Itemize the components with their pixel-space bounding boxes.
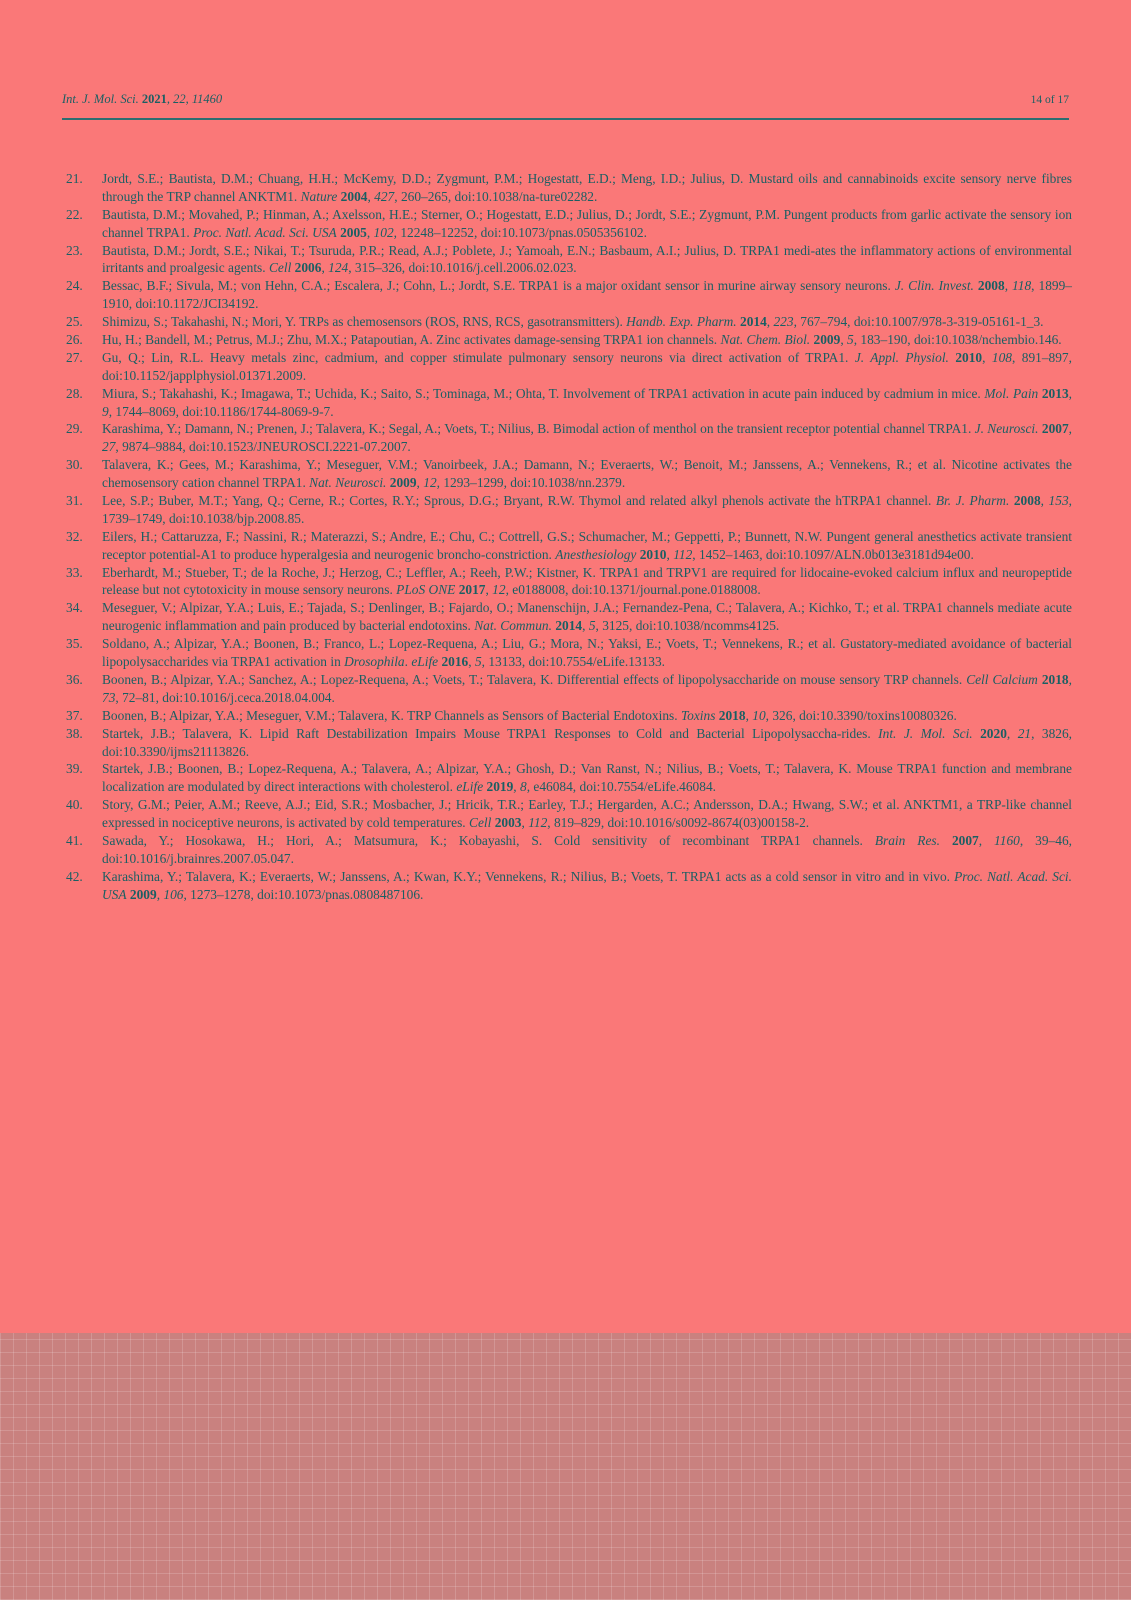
reference-number: 37. [66, 707, 83, 723]
reference-item [62, 242, 1072, 278]
reference-text: Talavera, K.; Gees, M.; Karashima, Y.; Meseguer, V.M.; Vanoirbeek, J.A.; Damann, N.; Everaerts, W.; Benoit, M.; Janssens, A.; Vennekens, R.; et al. Nicotine activates the chemosensory cation channel TRPA1. Nat. Neurosci. 2009, 12, 1293–1299, doi:10.1038/nn.2379. [102, 457, 1072, 491]
journal-volume: 22 [173, 92, 186, 106]
reference-text: Soldano, A.; Alpizar, Y.A.; Boonen, B.; Franco, L.; Lopez-Requena, A.; Liu, G.; Mora, N.; Yaksi, E.; Voets, T.; Vennekens, R.; et al. Gustatory-mediated avoidance of bacterial lipopolysaccharides via TRPA1 activation in Drosophila. eLife 2016, 5, 13133, doi:10.7554/eLife.13133. [102, 636, 1072, 670]
reference-number: 32. [66, 528, 83, 544]
reference-number: 21. [66, 171, 83, 186]
reference-number: 39. [66, 761, 83, 777]
reference-item [62, 277, 1072, 313]
reference-item [62, 760, 1072, 796]
reference-text: Story, G.M.; Peier, A.M.; Reeve, A.J.; Eid, S.R.; Mosbacher, J.; Hricik, T.R.; Earley, T.J.; Hergarden, A.C.; Andersson, D.A.; Hwang, S.W.; et al. ANKTM1, a TRP-like channel expressed in nociceptive neurons, is activated by cold temperatures. Cell 2003, 112, 819–829, doi:10.1016/s0092-8674(03)00158-2. [102, 797, 1072, 831]
reference-number: 38. [66, 725, 83, 741]
reference-item [62, 420, 1072, 456]
reference-text: Karashima, Y.; Talavera, K.; Everaerts, W.; Janssens, A.; Kwan, K.Y.; Vennekens, R.; Nilius, B.; Voets, T. TRPA1 acts as a cold sensor in vitro and in vivo. Proc. Natl. Acad. Sci. USA 2009, 106, 1273–1278, doi:10.1073/pnas.0808487106. [102, 868, 1072, 902]
reference-item [62, 492, 1072, 528]
reference-number: 33. [66, 564, 83, 580]
reference-text: Jordt, S.E.; Bautista, D.M.; Chuang, H.H.; McKemy, D.D.; Zygmunt, P.M.; Hogestatt, E.D.; Meng, I.D.; Julius, D. Mustard oils and cannabinoids excite sensory nerve fibres through the TRP channel ANKTM1. Nature 2004, 427, 260–265, doi:10.1038/na-ture02282. [102, 171, 1072, 204]
reference-number: 26. [66, 332, 83, 348]
reference-text: Gu, Q.; Lin, R.L. Heavy metals zinc, cadmium, and copper stimulate pulmonary sensory neurons via direct activation of TRPA1. J. Appl. Physiol. 2010, 108, 891–897, doi:10.1152/japplphysiol.01371.2009. [102, 349, 1072, 383]
reference-text: Bautista, D.M.; Jordt, S.E.; Nikai, T.; Tsuruda, P.R.; Read, A.J.; Poblete, J.; Yamoah, E.N.; Basbaum, A.I.; Julius, D. TRPA1 medi-ates the inflammatory actions of environmental irritants and proalgesic agents. Cell 2006, 124, 315–326, doi:10.1016/j.cell.2006.02.023. [102, 242, 1072, 276]
reference-number: 25. [66, 314, 83, 330]
reference-number: 27. [66, 349, 83, 365]
reference-text: Miura, S.; Takahashi, K.; Imagawa, T.; Uchida, K.; Saito, S.; Tominaga, M.; Ohta, T. Involvement of TRPA1 activation in acute pain induced by cadmium in mice. Mol. Pain 2013, 9, 1744–8069, doi:10.1186/1744-8069-9-7. [102, 385, 1072, 419]
reference-text: Hu, H.; Bandell, M.; Petrus, M.J.; Zhu, M.X.; Patapoutian, A. Zinc activates damage-sensing TRPA1 ion channels. Nat. Chem. Biol. 2009, 5, 183–190, doi:10.1038/nchembio.146. [102, 332, 1062, 348]
reference-text: Bessac, B.F.; Sivula, M.; von Hehn, C.A.; Escalera, J.; Cohn, L.; Jordt, S.E. TRPA1 is a major oxidant sensor in murine airway sensory neurons. J. Clin. Invest. 2008, 118, 1899–1910, doi:10.1172/JCI34192. [102, 278, 1072, 312]
page-header [62, 92, 1069, 107]
reference-item [62, 635, 1072, 671]
reference-item [62, 170, 1072, 206]
reference-item [62, 599, 1072, 635]
reference-item [62, 456, 1072, 492]
journal-article-number: 11460 [191, 92, 223, 106]
reference-number: 34. [66, 600, 83, 616]
reference-number: 41. [66, 832, 83, 848]
reference-item [62, 331, 1072, 349]
reference-item [62, 671, 1072, 707]
reference-item [62, 868, 1072, 904]
reference-item [62, 206, 1072, 242]
reference-item [62, 313, 1072, 331]
reference-number: 35. [66, 636, 83, 652]
journal-name: Int. J. Mol. Sci. [62, 92, 139, 106]
reference-item [62, 832, 1072, 868]
journal-citation [62, 92, 222, 107]
reference-item [62, 385, 1072, 421]
reference-item [62, 564, 1072, 600]
reference-text: Boonen, B.; Alpizar, Y.A.; Meseguer, V.M.; Talavera, K. TRP Channels as Sensors of Bacterial Endotoxins. Toxins 2018, 10, 326, doi:10.3390/toxins10080326. [102, 707, 957, 723]
reference-number: 24. [66, 278, 83, 294]
reference-number: 30. [66, 457, 83, 473]
reference-text: Sawada, Y.; Hosokawa, H.; Hori, A.; Matsumura, K.; Kobayashi, S. Cold sensitivity of recombinant TRPA1 channels. Brain Res. 2007, 1160, 39–46, doi:10.1016/j.brainres.2007.05.047. [102, 832, 1072, 866]
reference-number: 28. [66, 385, 83, 401]
reference-text: Meseguer, V.; Alpizar, Y.A.; Luis, E.; Tajada, S.; Denlinger, B.; Fajardo, O.; Manenschijn, J.A.; Fernandez-Pena, C.; Talavera, A.; Kichko, T.; et al. TRPA1 channels mediate acute neurogenic inflammation and pain produced by bacterial endotoxins. Nat. Commun. 2014, 5, 3125, doi:10.1038/ncomms4125. [102, 600, 1072, 634]
reference-text: Bautista, D.M.; Movahed, P.; Hinman, A.; Axelsson, H.E.; Sterner, O.; Hogestatt, E.D.; Julius, D.; Jordt, S.E.; Zygmunt, P.M. Pungent products from garlic activate the sensory ion channel TRPA1. Proc. Natl. Acad. Sci. USA 2005, 102, 12248–12252, doi:10.1073/pnas.0505356102. [102, 206, 1072, 240]
page-number: 14 of 17 [1030, 94, 1069, 106]
journal-year: 2021 [141, 92, 167, 106]
reference-number: 42. [66, 868, 83, 884]
reference-number: 29. [66, 421, 83, 437]
comma-1: , [166, 92, 170, 106]
reference-number: 22. [66, 206, 83, 222]
reference-text: Eilers, H.; Cattaruzza, F.; Nassini, R.; Materazzi, S.; Andre, E.; Chu, C.; Cottrell, G.S.; Schumacher, M.; Geppetti, P.; Bunnett, N.W. Pungent general anesthetics activate transient receptor potential-A1 to produce hyperalgesia and neurogenic broncho-constriction. Anesthesiology 2010, 112, 1452–1463, doi:10.1097/ALN.0b013e3181d94e00. [102, 528, 1072, 562]
reference-number: 36. [66, 671, 83, 687]
reference-text: Eberhardt, M.; Stueber, T.; de la Roche, J.; Herzog, C.; Leffler, A.; Reeh, P.W.; Kistner, K. TRPA1 and TRPV1 are required for lidocaine-evoked calcium influx and neuropeptide release but not cytotoxicity in mouse sensory neurons. PLoS ONE 2017, 12, e0188008, doi:10.1371/journal.pone.0188008. [102, 564, 1072, 598]
reference-item [62, 725, 1072, 761]
reference-item [62, 796, 1072, 832]
reference-list [62, 170, 1072, 904]
reference-number: 31. [66, 493, 83, 509]
comma-2: , [185, 92, 189, 106]
reference-item [62, 349, 1072, 385]
reference-text: Shimizu, S.; Takahashi, N.; Mori, Y. TRPs as chemosensors (ROS, RNS, RCS, gasotransmitters). Handb. Exp. Pharm. 2014, 223, 767–794, doi:10.1007/978-3-319-05161-1_3. [102, 314, 1044, 330]
reference-text: Karashima, Y.; Damann, N.; Prenen, J.; Talavera, K.; Segal, A.; Voets, T.; Nilius, B. Bimodal action of menthol on the transient receptor potential channel TRPA1. J. Neurosci. 2007, 27, 9874–9884, doi:10.1523/JNEUROSCI.2221-07.2007. [102, 421, 1073, 455]
reference-text: Boonen, B.; Alpizar, Y.A.; Sanchez, A.; Lopez-Requena, A.; Voets, T.; Talavera, K. Differential effects of lipopolysaccharide on mouse sensory TRP channels. Cell Calcium 2018, 73, 72–81, doi:10.1016/j.ceca.2018.04.004. [102, 671, 1072, 705]
reference-number: 40. [66, 797, 83, 813]
reference-text: Startek, J.B.; Talavera, K. Lipid Raft Destabilization Impairs Mouse TRPA1 Responses to Cold and Bacterial Lipopolysaccha-rides. Int. J. Mol. Sci. 2020, 21, 3826, doi:10.3390/ijms21113826. [102, 725, 1072, 759]
reference-text: Lee, S.P.; Buber, M.T.; Yang, Q.; Cerne, R.; Cortes, R.Y.; Sprous, D.G.; Bryant, R.W. Thymol and related alkyl phenols activate the hTRPA1 channel. Br. J. Pharm. 2008, 153, 1739–1749, doi:10.1038/bjp.2008.85. [102, 493, 1072, 526]
reference-item [62, 528, 1072, 564]
reference-item [62, 707, 1072, 725]
reference-text: Startek, J.B.; Boonen, B.; Lopez-Requena, A.; Talavera, A.; Alpizar, Y.A.; Ghosh, D.; Van Ranst, N.; Nilius, B.; Voets, T.; Talavera, K. Mouse TRPA1 function and membrane localization are modulated by direct interactions with cholesterol. eLife 2019, 8, e46084, doi:10.7554/eLife.46084. [102, 761, 1072, 795]
footer-overlay-band [0, 1333, 1131, 1600]
reference-number: 23. [66, 242, 83, 258]
header-divider [62, 118, 1069, 120]
